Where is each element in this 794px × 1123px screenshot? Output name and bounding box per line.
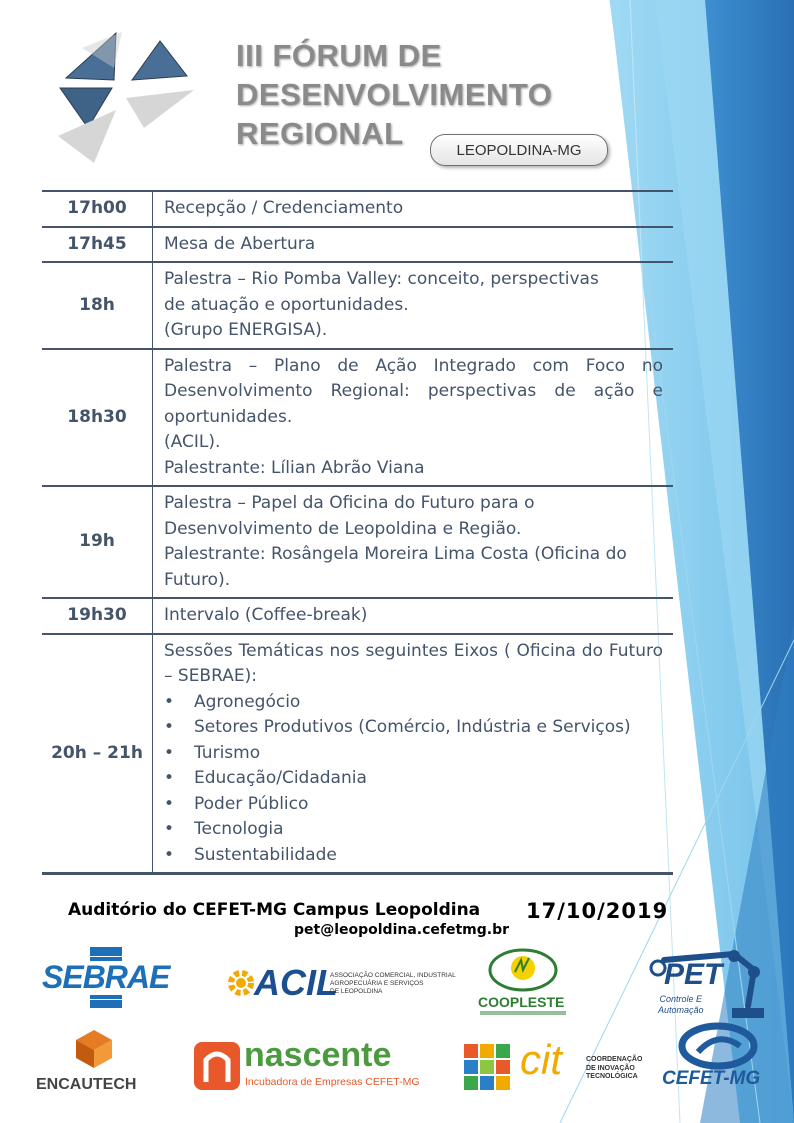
- description-cell: [153, 634, 674, 874]
- list-item: • Sustentabilidade: [164, 844, 337, 865]
- nascente-logo: [194, 1036, 422, 1092]
- acil-logo: [226, 960, 456, 1008]
- encautech-wordmark: ENCAUTECH: [36, 1076, 137, 1093]
- description-line: Recepção / Credenciamento: [164, 198, 404, 218]
- nascente-icon: [194, 1042, 240, 1090]
- forum-logo-icon: [52, 28, 202, 168]
- coopleste-wordmark: COOPLESTE: [478, 994, 565, 1010]
- acil-caption-line: ASSOCIAÇÃO COMERCIAL, INDUSTRIAL: [330, 972, 456, 979]
- time-cell: 20h – 21h: [42, 634, 153, 874]
- description-line: de atuação e oportunidades.: [164, 294, 409, 315]
- description-cell: [153, 227, 674, 263]
- cit-caption: [586, 1056, 642, 1082]
- acil-caption: [330, 972, 456, 996]
- cit-caption-line: DE INOVAÇÃO: [586, 1064, 635, 1072]
- list-item: • Agronegócio: [164, 691, 301, 712]
- cit-wordmark: cit: [520, 1036, 562, 1083]
- table-row: [42, 227, 673, 263]
- description-line: Mesa de Abertura: [164, 233, 316, 254]
- table-row: [42, 191, 673, 227]
- table-row: [42, 349, 673, 487]
- description-line: Palestrante: Rosângela Moreira Lima Costa (Oficina do Futuro).: [164, 544, 627, 590]
- encautech-logo: [36, 1028, 152, 1100]
- gear-icon: [226, 968, 256, 998]
- description-cell: [153, 262, 674, 349]
- contact-email: pet@leopoldina.cefetmg.br: [294, 922, 510, 938]
- cefet-logo: [660, 1022, 770, 1094]
- coopleste-caption-bar: [480, 1011, 566, 1015]
- title-line-1: III FÓRUM DE: [236, 38, 442, 73]
- time-cell: 18h: [42, 262, 153, 349]
- pet-caption-line: Controle E: [659, 994, 703, 1004]
- time-cell: 17h45: [42, 227, 153, 263]
- location-badge: LEOPOLDINA-MG: [430, 134, 608, 166]
- cit-caption-line: COORDENAÇÃO: [586, 1056, 643, 1063]
- bullet-text: Agronegócio: [194, 691, 301, 712]
- bullet-text: Tecnologia: [194, 819, 284, 839]
- description-cell: [153, 598, 674, 634]
- coopleste-logo: [470, 944, 576, 1022]
- table-row: [42, 486, 673, 598]
- time-cell: 19h30: [42, 598, 153, 634]
- venue-text: Auditório do CEFET-MG Campus Leopoldina: [68, 900, 481, 920]
- pet-logo: [644, 950, 770, 1020]
- table-row: [42, 598, 673, 634]
- description-cell: [153, 349, 674, 487]
- sebrae-wordmark: SEBRAE: [42, 959, 170, 995]
- description-line: Palestra – Rio Pomba Valley: conceito, perspectivas: [164, 269, 599, 289]
- description-cell: [153, 486, 674, 598]
- cit-logo: [462, 1036, 652, 1096]
- event-date: 17/10/2019: [526, 899, 669, 923]
- list-item: • Poder Público: [164, 793, 309, 814]
- description-cell: [153, 191, 674, 227]
- title-line-2: DESENVOLVIMENTO: [236, 77, 553, 112]
- nascente-caption: Incubadora de Empresas CEFET-MG: [245, 1076, 420, 1088]
- acil-wordmark: ACIL: [254, 962, 338, 1003]
- description-line: Palestra – Plano de Ação Integrado com Foco no Desenvolvimento Regional: perspectivas de ação e oportunidades.: [164, 355, 663, 427]
- cit-cube-icon: [462, 1042, 514, 1094]
- list-item: • Tecnologia: [164, 819, 284, 839]
- acil-caption-line: DE LEOPOLDINA: [330, 988, 383, 995]
- list-item: • Turismo: [164, 742, 261, 763]
- cit-caption-line: TECNOLÓGICA: [586, 1073, 638, 1080]
- sebrae-logo: [42, 945, 170, 1009]
- nascente-wordmark: nascente: [244, 1036, 392, 1074]
- table-row: [42, 262, 673, 349]
- bullet-text: Setores Produtivos (Comércio, Indústria e Serviços): [194, 717, 631, 737]
- description-line: Palestra – Papel da Oficina do Futuro para o: [164, 493, 535, 513]
- bullet-text: Sustentabilidade: [194, 844, 337, 865]
- description-line: (Grupo ENERGISA).: [164, 320, 328, 340]
- table-row: [42, 634, 673, 874]
- list-item: • Educação/Cidadania: [164, 768, 367, 788]
- acil-caption-line: AGROPECUÁRIA E SERVIÇOS: [330, 980, 424, 987]
- description-line: Desenvolvimento de Leopoldina e Região.: [164, 518, 522, 539]
- schedule-table: [42, 190, 673, 875]
- cefet-emblem-icon: [678, 1022, 758, 1070]
- bullet-text: Educação/Cidadania: [194, 768, 367, 788]
- time-cell: 18h30: [42, 349, 153, 487]
- bullet-text: Poder Público: [194, 793, 309, 814]
- bullet-text: Turismo: [194, 742, 261, 763]
- pet-caption-line: Automação: [658, 1005, 704, 1015]
- description-line: Sessões Temáticas nos seguintes Eixos ( Oficina do Futuro – SEBRAE):: [164, 640, 663, 686]
- pet-wordmark: PET: [664, 958, 723, 991]
- description-line: Intervalo (Coffee-break): [164, 605, 368, 625]
- title-line-3: REGIONAL: [236, 116, 404, 151]
- list-item: • Setores Produtivos (Comércio, Indústria e Serviços): [164, 717, 631, 737]
- coopleste-emblem-icon: [488, 944, 558, 992]
- description-line: (ACIL).: [164, 432, 221, 452]
- cefet-wordmark: CEFET-MG: [662, 1068, 761, 1089]
- encautech-cube-icon: [74, 1028, 114, 1070]
- pet-caption: [658, 994, 704, 1016]
- time-cell: 19h: [42, 486, 153, 598]
- description-line: Palestrante: Lílian Abrão Viana: [164, 457, 425, 478]
- time-cell: 17h00: [42, 191, 153, 227]
